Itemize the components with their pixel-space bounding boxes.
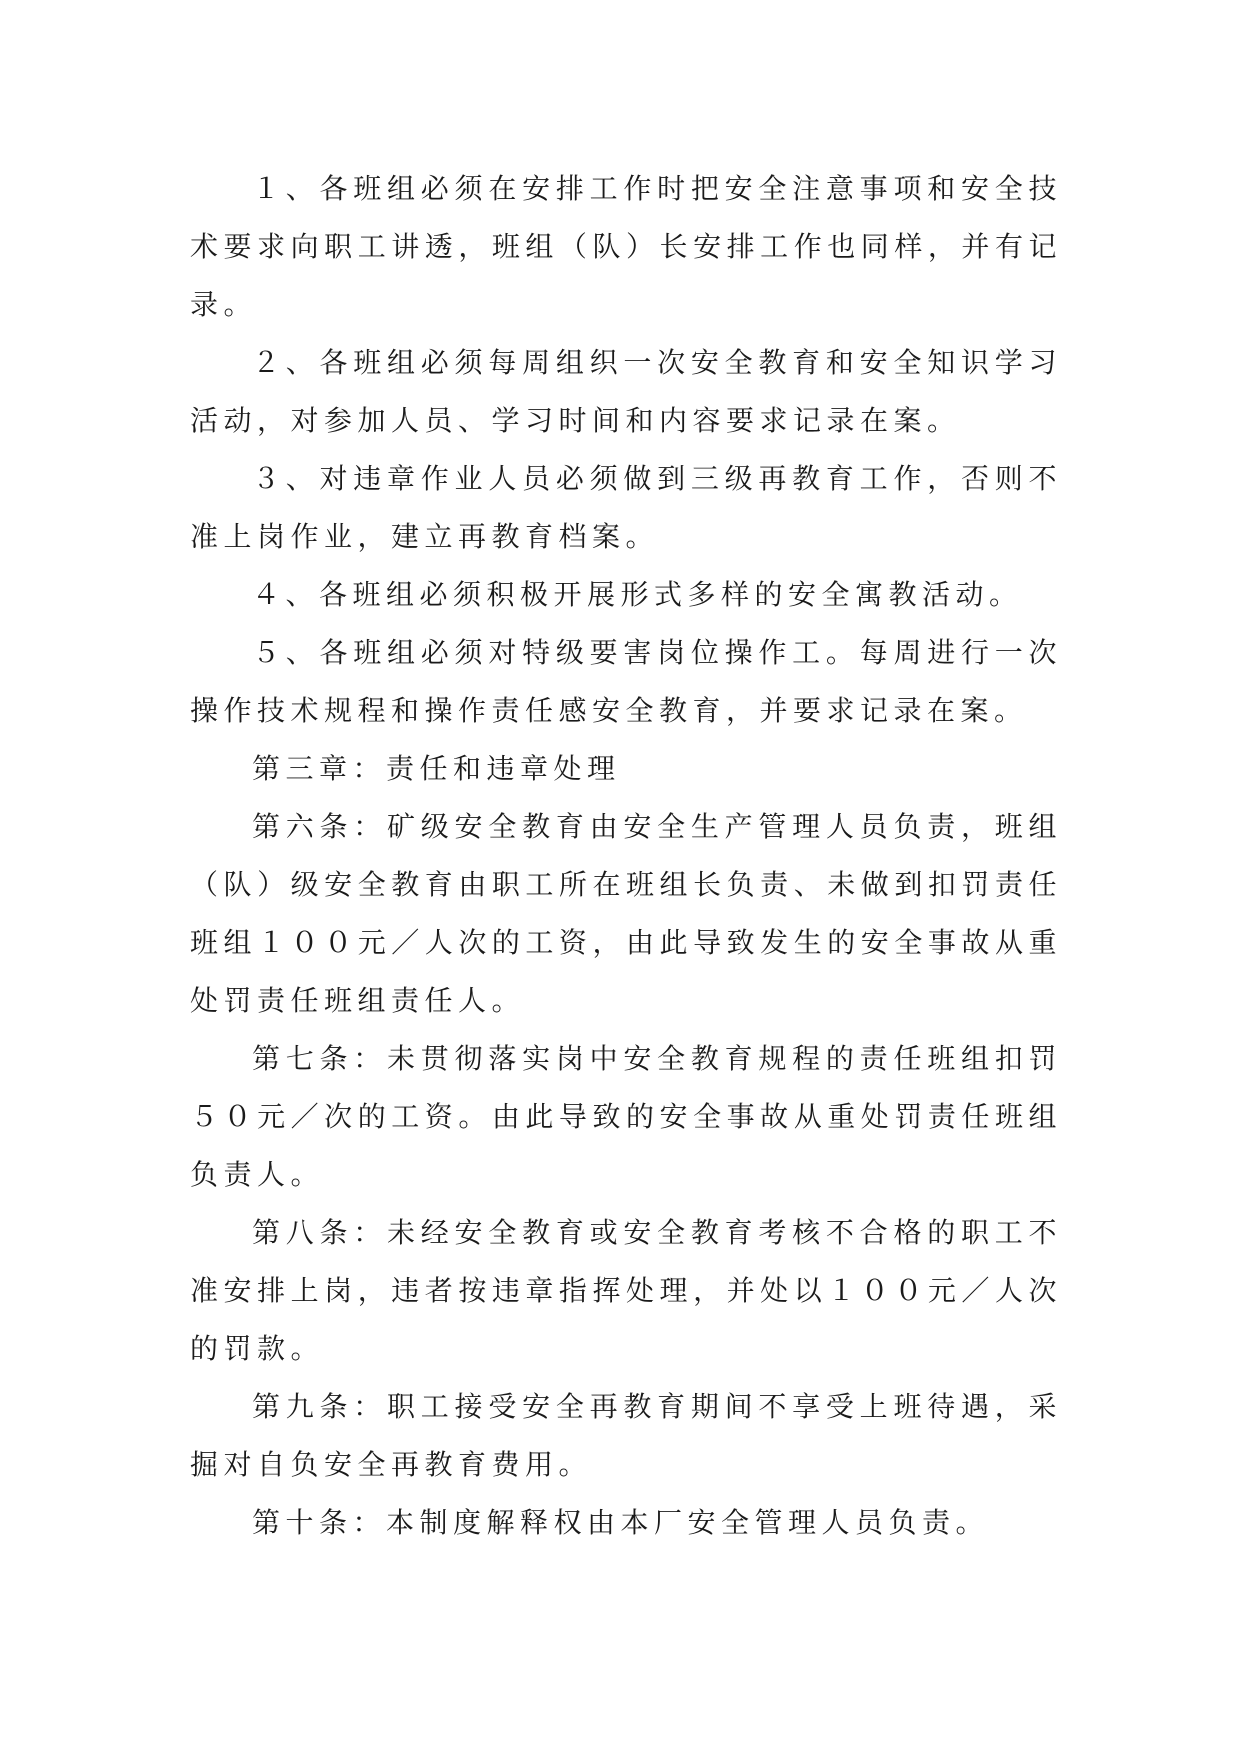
document-body [190, 160, 1062, 1552]
article-6: 第六条：矿级安全教育由安全生产管理人员负责，班组（队）级安全教育由职工所在班组长负责、未做到扣罚责任班组１００元／人次的工资，由此导致发生的安全事故从重处罚责任班组责任人。 [190, 810, 1062, 1017]
article-10: 第十条：本制度解释权由本厂安全管理人员负责。 [252, 1506, 990, 1539]
article-9: 第九条：职工接受安全再教育期间不享受上班待遇，采掘对自负安全再教育费用。 [190, 1390, 1062, 1481]
paragraph-item-1: １、各班组必须在安排工作时把安全注意事项和安全技术要求向职工讲透，班组（队）长安排工作也同样，并有记录。 [190, 172, 1062, 321]
chapter-heading: 第三章：责任和违章处理 [252, 752, 621, 785]
paragraph-item-5: ５、各班组必须对特级要害岗位操作工。每周进行一次操作技术规程和操作责任感安全教育，并要求记录在案。 [190, 636, 1062, 727]
article-7: 第七条：未贯彻落实岗中安全教育规程的责任班组扣罚５０元／次的工资。由此导致的安全事故从重处罚责任班组负责人。 [190, 1042, 1062, 1191]
paragraph-item-4: ４、各班组必须积极开展形式多样的安全寓教活动。 [252, 578, 1023, 611]
paragraph-item-3: ３、对违章作业人员必须做到三级再教育工作，否则不准上岗作业，建立再教育档案。 [190, 462, 1062, 553]
paragraph-item-2: ２、各班组必须每周组织一次安全教育和安全知识学习活动，对参加人员、学习时间和内容要求记录在案。 [190, 346, 1062, 437]
article-8: 第八条：未经安全教育或安全教育考核不合格的职工不准安排上岗，违者按违章指挥处理，并处以１００元／人次的罚款。 [190, 1216, 1062, 1365]
